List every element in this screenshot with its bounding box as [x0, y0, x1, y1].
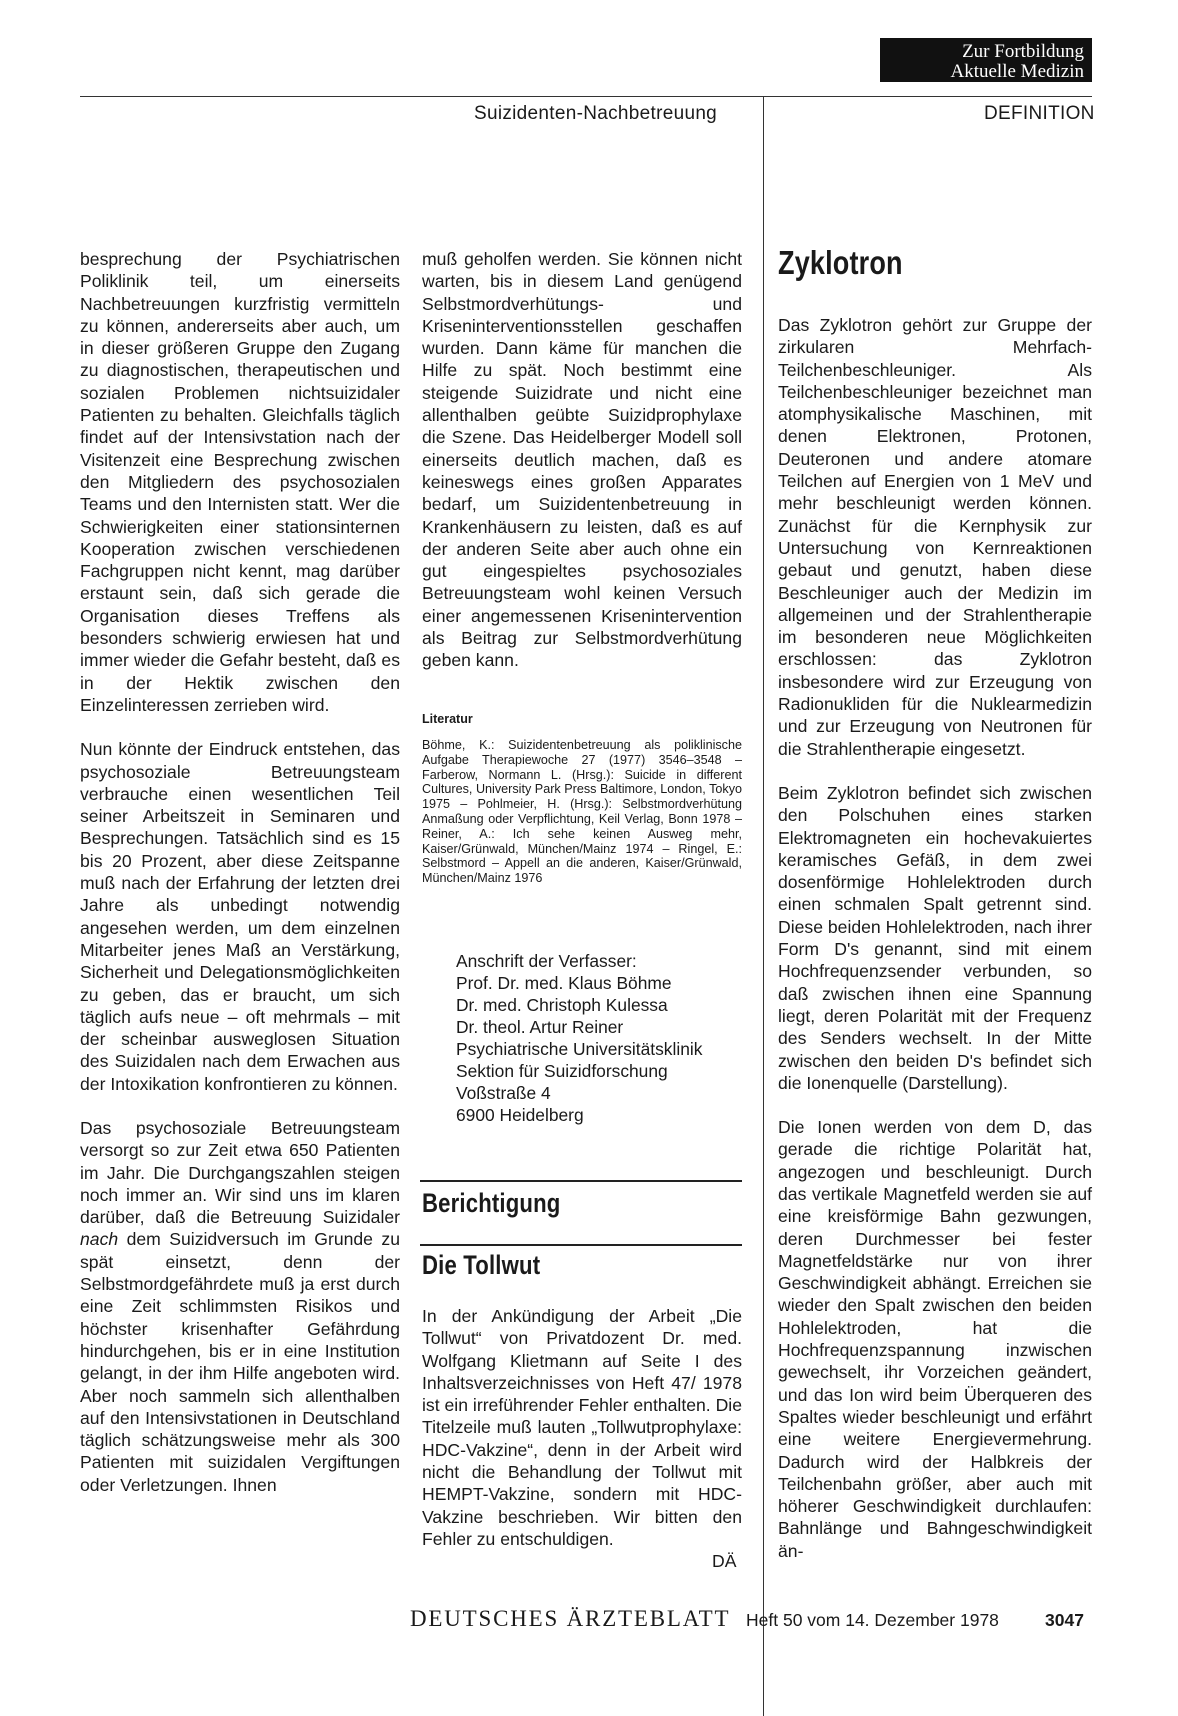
address-line: 6900 Heidelberg	[456, 1105, 584, 1125]
address-line: Sektion für Suizidforschung	[456, 1061, 668, 1081]
text-run: Das psychosoziale Betreuungsteam versorgt so zur Zeit etwa 650 Patienten im Jahr. Die Durchgangszahlen steigen noch immer an. Wir sind uns im klaren darüber, daß die Betreuung Suizidaler	[80, 1117, 400, 1228]
literature-heading: Literatur	[422, 712, 473, 726]
column-3	[778, 314, 1092, 1562]
emphasis: nach	[80, 1229, 119, 1250]
address-line: Dr. med. Christoph Kulessa	[456, 995, 668, 1015]
section-rule	[420, 1180, 742, 1182]
footer-issue: Heft 50 vom 14. Dezember 1978	[746, 1610, 999, 1630]
berichtigung-heading: Berichtigung	[422, 1188, 561, 1218]
badge-line-2: Aktuelle Medizin	[950, 61, 1084, 82]
paragraph: muß geholfen werden. Sie können nicht warten, bis in diesem Land genügend Selbstmordverhütungs- und Kriseninterventionsstellen geschaffen wurden. Dann käme für manchen die Hilfe zu spät. Noch bestimmt eine steigende Suizidrate und nicht eine allenthalben geübte Suizidprophylaxe die Szene. Das Heidelberger Modell soll einerseits deutlich machen, daß es keineswegs eines großen Apparates bedarf, um Suizidentenbetreuung in Krankenhäusern zu leisten, daß es auf der anderen Seite aber auch ohne ein gut eingespieltes psychosoziales Betreuungsteam wohl keinen Versuch einer angemessenen Krisenintervention als Beitrag zur Selbstmordverhütung geben kann.	[422, 249, 742, 671]
section-badge	[880, 38, 1092, 82]
badge-line-1: Zur Fortbildung	[962, 41, 1084, 62]
paragraph: Nun könnte der Eindruck entstehen, das psychosoziale Betreuungsteam verbrauche einen wesentlichen Teil seiner Arbeitszeit in Seminaren und Besprechungen. Tatsächlich sind es 15 bis 20 Prozent, aber diese Zeitspanne muß nach der Erfahrung der letzten drei Jahre als unbedingt notwendig angesehen werden, um dem einzelnen Mitarbeiter jenes Maß an Verstärkung, Sicherheit und Delegationsmöglichkeiten zu geben, das er braucht, um sich täglich aufs neue – oft mehrmals – mit der scheinbar ausweglosen Situation des Suizidalen nach dem Erwachen aus der Intoxikation konfrontieren zu können.	[80, 739, 400, 1094]
author-address	[456, 950, 756, 1126]
paragraph: Das Zyklotron gehört zur Gruppe der zirkularen Mehrfach-Teilchenbeschleuniger. Als Teilchenbeschleuniger bezeichnet man atomphysikalische Maschinen, mit denen Elektronen, Protonen, Deuteronen und andere atomare Teilchen auf Energien von 1 MeV und mehr beschleunigt werden können. Zunächst für die Kernphysik zur Untersuchung von Kernreaktionen gebaut und genutzt, haben diese Beschleuniger auch der Medizin im allgemeinen und der Strahlentherapie im besonderen neue Möglichkeiten erschlossen: das Zyklotron insbesondere wird zur Erzeugung von Radionukliden für die Nuklearmedizin und zur Erzeugung von Neutronen für die Strahlentherapie eingesetzt.	[778, 315, 1092, 759]
running-header-right: DEFINITION	[984, 103, 1095, 124]
page-number: 3047	[1045, 1610, 1084, 1630]
paragraph	[80, 1117, 400, 1496]
address-line: Dr. theol. Artur Reiner	[456, 1017, 624, 1037]
address-line: Psychiatrische Universitätsklinik	[456, 1039, 703, 1059]
paragraph: besprechung der Psychiatrischen Poliklinik teil, um einerseits Nachbetreuungen kurzfristig vermitteln zu können, andererseits aber auch, um in dieser größeren Gruppe den Zugang zu diagnostischen, therapeutischen und sozialen Problemen nichtsuizidaler Patienten zu behalten. Gleichfalls täglich findet auf der Intensivstation nach der Visitenzeit eine Besprechung zwischen den Mitgliedern des psychosozialen Teams und den Internisten statt. Wer die Schwierigkeiten einer stationsinternen Kooperation zwischen verschiedenen Fachgruppen nicht kennt, mag darüber erstaunt sein, daß sich gerade die Organisation dieses Treffens als besonders schwierig erwiesen hat und immer wieder die Gefahr besteht, daß es in der Hektik zwischen den Einzelinteressen zerrieben wird.	[80, 249, 400, 715]
column-2	[422, 248, 742, 672]
text-run: dem Suizidversuch im Grunde zu spät einsetzt, denn der Selbstmordgefährdete muß ja erst durch eine Zeit schlimmsten Risikos und höchster krisenhafter Gefährdung hindurchgehen, bis er in eine Institution gelangt, in der ihm Hilfe angeboten wird. Aber noch sammeln sich allenthalben auf den Intensivstationen in Deutschland täglich schätzungsweise mehr als 300 Patienten mit suizidalen Vergiftungen oder Verletzungen. Ihnen	[80, 1229, 400, 1495]
paragraph: Die Ionen werden von dem D, das gerade die richtige Polarität hat, angezogen und beschleunigt. Durch das vertikale Magnetfeld werden sie auf eine kreisförmige Bahn gezwungen, deren Durchmesser bei fester Magnetfeldstärke nur von ihrer Geschwindigkeit abhängt. Erreichen sie wieder den Spalt zwischen den beiden Hohlelektroden, hat die Hochfrequenzspannung inzwischen gewechselt, ihr Vorzeichen geändert, und das Ion wird beim Überqueren des Spaltes wieder beschleunigt und erfährt eine weitere Energievermehrung. Dadurch wird der Halbkreis der Teilchenbahn größer, aber auch mit höherer Geschwindigkeit durchlaufen: Bahnlänge und Bahngeschwindigkeit än-	[778, 1117, 1092, 1561]
tollwut-heading: Die Tollwut	[422, 1250, 541, 1280]
address-line: Voßstraße 4	[456, 1083, 551, 1103]
tollwut-notice	[422, 1305, 742, 1550]
column-1	[80, 248, 400, 1496]
paragraph: Beim Zyklotron befindet sich zwischen den Polschuhen eines starken Elektromagneten ein hochevakuiertes keramisches Gefäß, in dem zwei dosenförmige Hohlelektroden durch einen schmalen Spalt getrennt sind. Diese beiden Hohlelektroden, nach ihrer Form D's genannt, sind mit einem Hochfrequenzsender verbunden, so daß zwischen ihnen eine Spannung liegt, deren Polarität mit der Frequenz des Senders wechselt. In der Mitte zwischen den beiden D's befindet sich die Ionenquelle (Darstellung).	[778, 782, 1092, 1093]
literature-list: Böhme, K.: Suizidentenbetreuung als poliklinische Aufgabe Therapiewoche 27 (1977) 3546–3548 – Farberow, Normann L. (Hrsg.): Suicide in different Cultures, University Park Press Baltimore, London, Tokyo 1975 – Pohlmeier, H. (Hrsg.): Selbstmordverhütung Anmaßung oder Verpflichtung, Keil Verlag, Bonn 1978 – Reiner, A.: Ich sehe keinen Ausweg mehr, Kaiser/Grünwald, München/Mainz 1974 – Ringel, E.: Selbstmord – Appell an die anderen, Kaiser/Grünwald, München/Mainz 1976	[422, 738, 742, 886]
header-rule	[80, 96, 1092, 97]
footer-journal: DEUTSCHES ÄRZTEBLATT	[410, 1606, 731, 1631]
paragraph: In der Ankündigung der Arbeit „Die Tollwut“ von Privatdozent Dr. med. Wolfgang Klietmann auf Seite I des Inhaltsverzeichnisses von Heft 47/ 1978 ist ein irreführender Fehler enthalten. Die Titelzeile muß lauten „Tollwutprophylaxe: HDC-Vakzine“, denn in der Arbeit wird nicht die Behandlung der Tollwut mit HEMPT-Vakzine, sondern mit HDC-Vakzine beschrieben. Wir bitten den Fehler zu entschuldigen.	[422, 1306, 742, 1549]
section-rule	[420, 1244, 742, 1246]
article-title: Zyklotron	[778, 244, 903, 281]
address-line: Anschrift der Verfasser:	[456, 951, 637, 971]
running-header-left: Suizidenten-Nachbetreuung	[474, 103, 718, 124]
signature: DÄ	[712, 1551, 737, 1571]
column-divider	[763, 96, 764, 1716]
address-line: Prof. Dr. med. Klaus Böhme	[456, 973, 672, 993]
